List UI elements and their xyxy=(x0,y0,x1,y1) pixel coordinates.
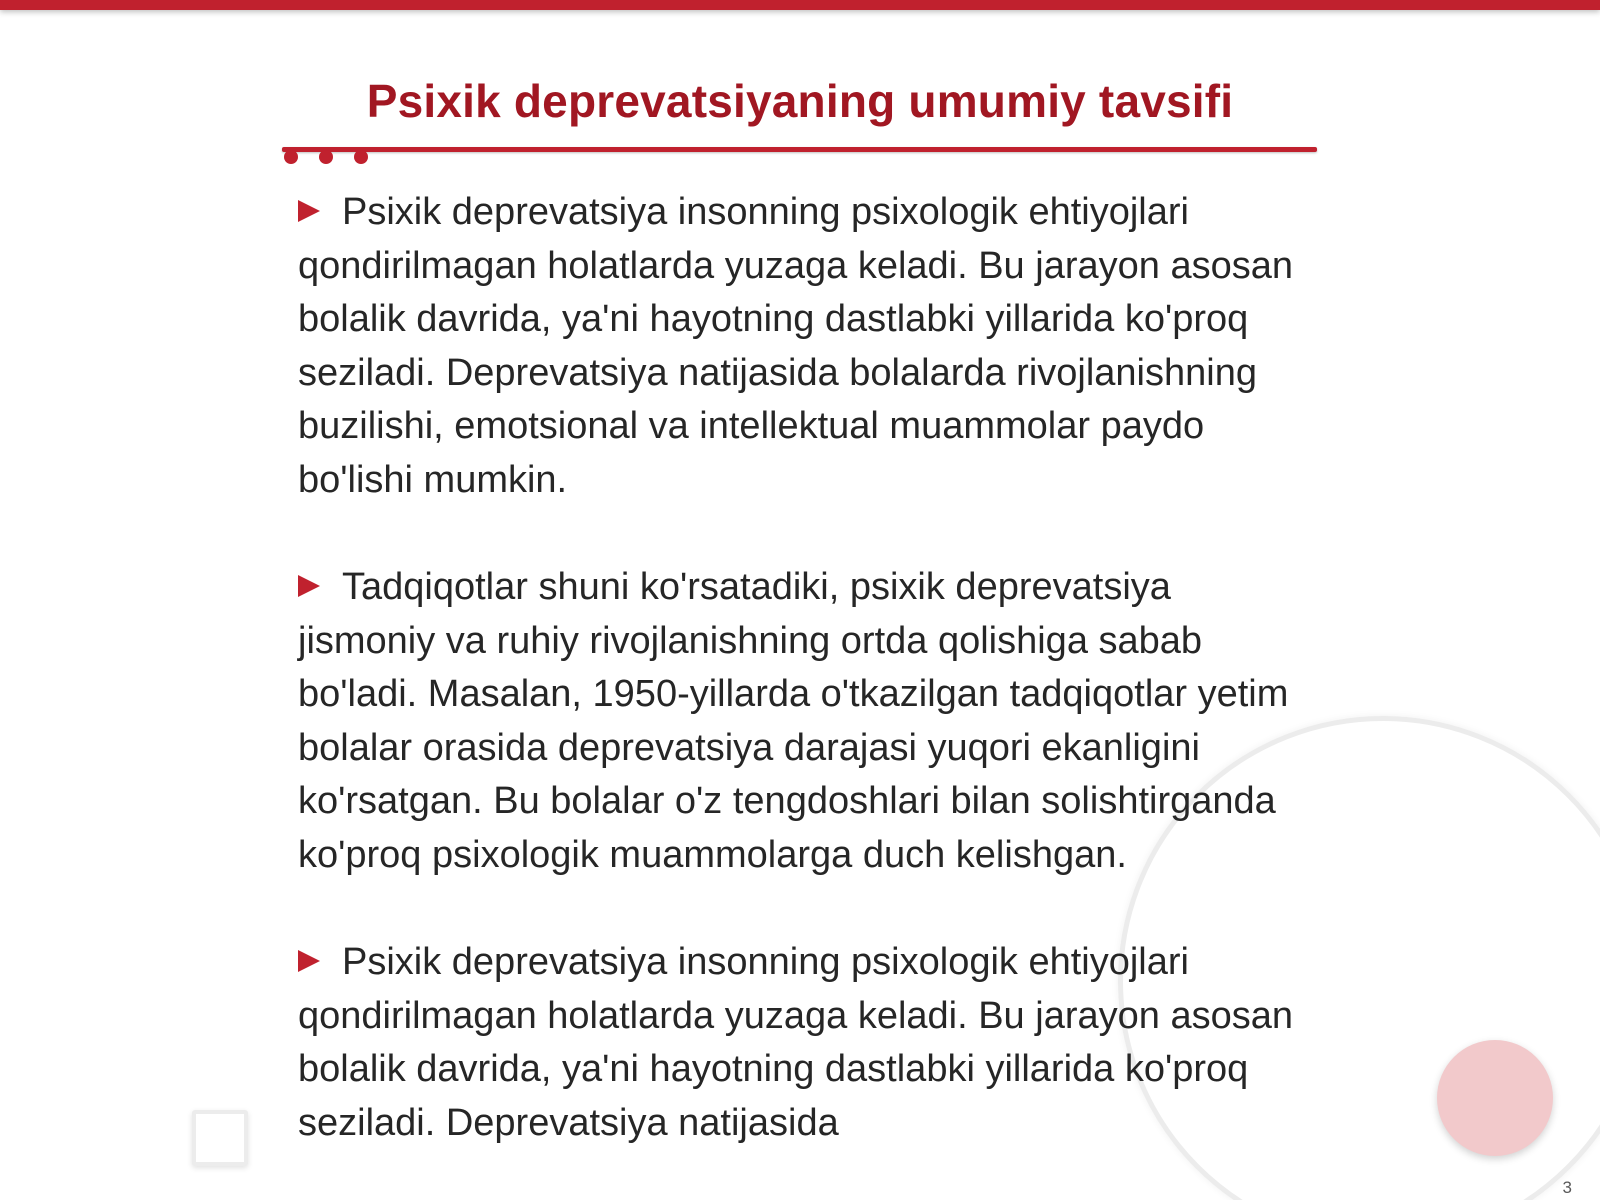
paragraph-text: Psixik deprevatsiya insonning psixologik ehtiyojlari qondirilmagan holatlarda yuzaga keladi. Bu jarayon asosan bolalik davrida, ya'ni hayotning dastlabki yillarida ko'proq seziladi. Deprevatsiya natijasida xyxy=(298,941,1293,1144)
page-number: 3 xyxy=(1562,1178,1572,1197)
slide-body xyxy=(298,186,1298,1200)
underline-dot xyxy=(284,150,298,164)
decorative-square xyxy=(192,1110,248,1166)
paragraph-text: Psixik deprevatsiya insonning psixologik ehtiyojlari qondirilmagan holatlarda yuzaga keladi. Bu jarayon asosan bolalik davrida, ya'ni hayotning dastlabki yillarida ko'proq seziladi. Deprevatsiya natijasida bolalarda rivojlanishning buzilishi, emotsional va intellektual muammolar paydo bo'lishi mumkin. xyxy=(298,191,1293,501)
top-accent-bar xyxy=(0,0,1600,10)
paragraph-text: Tadqiqotlar shuni ko'rsatadiki, psixik deprevatsiya jismoniy va ruhiy rivojlanishning ortda qolishiga sabab bo'ladi. Masalan, 1950-yillarda o'tkazilgan tadqiqotlar yetim bolalar orasida deprevatsiya darajasi yuqori ekanligini ko'rsatgan. Bu bolalar o'z tengdoshlari bilan solishtirganda ko'proq psixologik muammolarga duch kelishgan. xyxy=(298,566,1289,876)
triangle-bullet-icon xyxy=(298,950,320,972)
triangle-bullet-icon xyxy=(298,200,320,222)
slide-title: Psixik deprevatsiyaning umumiy tavsifi xyxy=(366,75,1234,127)
underline-dot xyxy=(354,150,368,164)
title-underline xyxy=(282,147,1317,152)
triangle-bullet-icon xyxy=(298,575,320,597)
bullet-paragraph-1 xyxy=(298,186,1298,507)
underline-dot xyxy=(319,150,333,164)
bullet-paragraph-3 xyxy=(298,936,1298,1150)
bullet-paragraph-2 xyxy=(298,561,1298,882)
decorative-pink-circle xyxy=(1437,1040,1553,1156)
